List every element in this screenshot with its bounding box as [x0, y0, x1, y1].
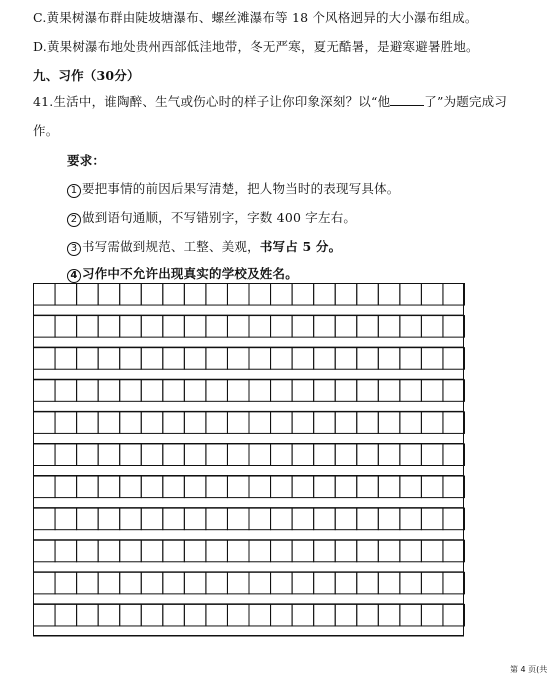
grid-cell [34, 604, 56, 626]
circled-number-3: 3 [67, 242, 81, 256]
grid-cell [443, 572, 465, 594]
grid-cell [400, 284, 422, 306]
grid-cell [421, 540, 443, 562]
circled-number-4: 4 [67, 269, 81, 283]
requirement-text-3-bold: 书写占 5 分。 [259, 239, 342, 254]
grid-cell [443, 380, 465, 402]
grid-cell [163, 508, 185, 530]
grid-cell [443, 444, 465, 466]
grid-cell [421, 476, 443, 498]
grid-cell [249, 284, 271, 306]
grid-cell [292, 316, 314, 338]
requirement-text-3: 书写需做到规范、工整、美观， [82, 239, 260, 254]
grid-cell [400, 316, 422, 338]
grid-cell [357, 316, 379, 338]
grid-cell [55, 348, 77, 370]
grid-cell [206, 348, 228, 370]
grid-cell [357, 412, 379, 434]
grid-cell [34, 444, 56, 466]
grid-cell [55, 604, 77, 626]
grid-cell [227, 348, 249, 370]
grid-cell [55, 508, 77, 530]
grid-cell [335, 508, 357, 530]
grid-cell [227, 508, 249, 530]
grid-cell [77, 316, 99, 338]
grid-cell [98, 604, 120, 626]
grid-cell [77, 476, 99, 498]
grid-cell [206, 284, 228, 306]
grid-cell [400, 572, 422, 594]
grid-cell [184, 508, 206, 530]
grid-cell [443, 508, 465, 530]
grid-cell [141, 412, 163, 434]
writing-grid[interactable] [33, 283, 464, 636]
grid-cell [141, 348, 163, 370]
grid-cell [314, 316, 336, 338]
grid-cell [206, 540, 228, 562]
grid-cell [400, 348, 422, 370]
requirement-text-4: 习作中不允许出现真实的学校及姓名。 [82, 266, 298, 281]
grid-cell [55, 572, 77, 594]
grid-cell [34, 508, 56, 530]
grid-cell [184, 476, 206, 498]
grid-cell [120, 540, 142, 562]
grid-cell [421, 284, 443, 306]
grid-cell [314, 444, 336, 466]
page-footer: 第 4 页(共 [510, 665, 547, 674]
grid-cell [34, 348, 56, 370]
grid-cell [378, 348, 400, 370]
option-d-text: D.黄果树瀑布地处贵州西部低洼地带，冬无严寒，夏无酷暑，是避寒避暑胜地。 [33, 39, 479, 54]
grid-cell [357, 444, 379, 466]
grid-cell [335, 316, 357, 338]
grid-cell [314, 508, 336, 530]
grid-cell [378, 476, 400, 498]
grid-cell [120, 444, 142, 466]
requirement-item-3 [67, 237, 341, 256]
grid-cell [292, 572, 314, 594]
grid-cell [184, 572, 206, 594]
section-nine-heading: 九、习作（30分） [33, 68, 140, 83]
grid-cell [314, 380, 336, 402]
grid-cell [141, 284, 163, 306]
grid-cell [378, 380, 400, 402]
grid-cell [227, 540, 249, 562]
grid-cell [443, 284, 465, 306]
grid-cell [163, 540, 185, 562]
grid-cell [357, 604, 379, 626]
grid-cell [292, 604, 314, 626]
grid-cell [120, 476, 142, 498]
grid-cell [249, 348, 271, 370]
grid-cell [271, 604, 293, 626]
option-c-text: C.黄果树瀑布群由陡坡塘瀑布、螺丝滩瀑布等 18 个风格迥异的大小瀑布组成。 [33, 10, 478, 25]
requirement-item-1 [67, 179, 400, 198]
grid-cell [98, 348, 120, 370]
grid-cell [206, 604, 228, 626]
grid-cell [227, 476, 249, 498]
grid-cell [141, 444, 163, 466]
grid-cell [378, 604, 400, 626]
grid-cell [184, 444, 206, 466]
grid-cell [292, 444, 314, 466]
question-41-text [33, 92, 507, 110]
grid-cell [141, 380, 163, 402]
grid-cell [271, 444, 293, 466]
grid-cell [227, 316, 249, 338]
grid-cell [357, 476, 379, 498]
grid-cell [34, 476, 56, 498]
grid-cell [163, 380, 185, 402]
grid-cell [314, 604, 336, 626]
grid-cell [292, 476, 314, 498]
grid-cell [271, 380, 293, 402]
grid-cell [163, 476, 185, 498]
grid-cell [249, 604, 271, 626]
grid-cell [249, 540, 271, 562]
grid-cell [98, 508, 120, 530]
grid-cell [400, 508, 422, 530]
grid-cell [335, 572, 357, 594]
grid-cell [206, 444, 228, 466]
grid-cell [184, 540, 206, 562]
grid-cell [184, 316, 206, 338]
grid-cell [77, 572, 99, 594]
grid-cell [249, 412, 271, 434]
grid-cell [206, 412, 228, 434]
circled-number-1: 1 [67, 184, 81, 198]
grid-cell [184, 380, 206, 402]
grid-cell [98, 444, 120, 466]
grid-cell [98, 412, 120, 434]
grid-cell [271, 284, 293, 306]
grid-cell [120, 380, 142, 402]
grid-cell [271, 412, 293, 434]
grid-cell [378, 316, 400, 338]
grid-cell [335, 284, 357, 306]
grid-cell [163, 316, 185, 338]
grid-cell [34, 380, 56, 402]
grid-cell [120, 412, 142, 434]
grid-cell [34, 316, 56, 338]
grid-cell [421, 348, 443, 370]
grid-cell [357, 540, 379, 562]
requirement-text-2: 做到语句通顺，不写错别字，字数 400 字左右。 [82, 210, 357, 225]
circled-number-2: 2 [67, 213, 81, 227]
grid-cell [378, 508, 400, 530]
grid-cell [357, 348, 379, 370]
question-41-part1: 41.生活中，谁陶醉、生气或伤心时的样子让你印象深刻？以“他 [33, 94, 391, 109]
grid-cell [314, 284, 336, 306]
grid-cell [378, 540, 400, 562]
grid-cell [314, 476, 336, 498]
grid-cell [443, 540, 465, 562]
grid-cell [378, 572, 400, 594]
grid-cell [206, 316, 228, 338]
grid-cell [120, 284, 142, 306]
grid-cell [184, 412, 206, 434]
grid-cell [55, 476, 77, 498]
grid-cell [184, 284, 206, 306]
grid-cell [400, 604, 422, 626]
grid-cell [292, 508, 314, 530]
grid-cell [206, 380, 228, 402]
grid-cell [77, 540, 99, 562]
grid-cell [314, 540, 336, 562]
question-41-continuation: 作。 [33, 123, 59, 138]
grid-cell [34, 284, 56, 306]
grid-cell [400, 444, 422, 466]
grid-cell [227, 412, 249, 434]
grid-cell [55, 380, 77, 402]
grid-cell [206, 476, 228, 498]
grid-cell [249, 380, 271, 402]
grid-cell [271, 316, 293, 338]
grid-cell [77, 348, 99, 370]
grid-cell [443, 604, 465, 626]
grid-cell [98, 540, 120, 562]
grid-cell [77, 284, 99, 306]
grid-cell [163, 412, 185, 434]
grid-cell [98, 476, 120, 498]
grid-cell [55, 316, 77, 338]
grid-cell [271, 476, 293, 498]
grid-cell [443, 476, 465, 498]
grid-cell [120, 316, 142, 338]
grid-cell [249, 444, 271, 466]
grid-cell [98, 572, 120, 594]
requirement-text-1: 要把事情的前因后果写清楚，把人物当时的表现写具体。 [82, 181, 400, 196]
grid-cell [163, 444, 185, 466]
grid-cell [55, 540, 77, 562]
grid-cell [77, 412, 99, 434]
grid-cell [378, 412, 400, 434]
grid-cell [227, 604, 249, 626]
grid-cell [227, 444, 249, 466]
grid-cell [335, 380, 357, 402]
grid-cell [421, 444, 443, 466]
grid-cell [141, 540, 163, 562]
grid-cell [55, 444, 77, 466]
grid-cell [249, 476, 271, 498]
grid-cell [163, 348, 185, 370]
grid-cell [206, 508, 228, 530]
grid-cell [357, 508, 379, 530]
grid-cell [271, 348, 293, 370]
grid-cell [357, 284, 379, 306]
grid-cell [421, 604, 443, 626]
grid-cell [400, 380, 422, 402]
grid-cell [292, 284, 314, 306]
grid-cell [120, 604, 142, 626]
grid-cell [443, 316, 465, 338]
grid-cell [141, 476, 163, 498]
grid-cell [249, 316, 271, 338]
grid-cell [98, 316, 120, 338]
grid-cell [357, 572, 379, 594]
grid-cell [141, 572, 163, 594]
grid-cell [443, 348, 465, 370]
grid-cell [421, 572, 443, 594]
grid-cell [184, 604, 206, 626]
grid-cell [98, 380, 120, 402]
grid-cell [443, 412, 465, 434]
grid-cell [357, 380, 379, 402]
grid-cell [227, 380, 249, 402]
requirement-item-2 [67, 208, 356, 227]
grid-cell [292, 412, 314, 434]
grid-cell [292, 540, 314, 562]
title-blank[interactable] [390, 93, 424, 106]
grid-cell [206, 572, 228, 594]
grid-cell [335, 540, 357, 562]
grid-cell [335, 348, 357, 370]
grid-cell [163, 572, 185, 594]
grid-cell [227, 572, 249, 594]
grid-cell [421, 380, 443, 402]
grid-cell [77, 508, 99, 530]
grid-cell [55, 412, 77, 434]
grid-cell [335, 412, 357, 434]
grid-cell [77, 380, 99, 402]
grid-cell [120, 348, 142, 370]
grid-cell [378, 444, 400, 466]
requirement-item-4 [67, 264, 298, 283]
grid-cell [77, 604, 99, 626]
grid-cell [271, 572, 293, 594]
question-41-part2: 了”为题完成习 [424, 94, 508, 109]
grid-cell [77, 444, 99, 466]
grid-cell [249, 572, 271, 594]
grid-cell [141, 604, 163, 626]
grid-cell [227, 284, 249, 306]
grid-cell [421, 316, 443, 338]
grid-cell [335, 604, 357, 626]
grid-cell [249, 508, 271, 530]
grid-cell [400, 412, 422, 434]
grid-cell [141, 316, 163, 338]
grid-cell [55, 284, 77, 306]
grid-cell [335, 444, 357, 466]
grid-cell [98, 284, 120, 306]
grid-cell [34, 540, 56, 562]
grid-cell [163, 604, 185, 626]
grid-cell [271, 508, 293, 530]
grid-cell [421, 412, 443, 434]
grid-cell [314, 572, 336, 594]
grid-cell [184, 348, 206, 370]
grid-cell [378, 284, 400, 306]
grid-cell [34, 412, 56, 434]
grid-cell [271, 540, 293, 562]
grid-cell [335, 476, 357, 498]
grid-cell [400, 476, 422, 498]
grid-cell [400, 540, 422, 562]
grid-cell [163, 284, 185, 306]
grid-cell [314, 412, 336, 434]
grid-cell [34, 572, 56, 594]
grid-cell [421, 508, 443, 530]
requirements-heading: 要求： [67, 153, 106, 168]
grid-cell [120, 508, 142, 530]
grid-cell [141, 508, 163, 530]
grid-cell [120, 572, 142, 594]
grid-cell [314, 348, 336, 370]
writing-grid-svg [33, 283, 464, 636]
grid-cell [292, 348, 314, 370]
grid-cell [292, 380, 314, 402]
